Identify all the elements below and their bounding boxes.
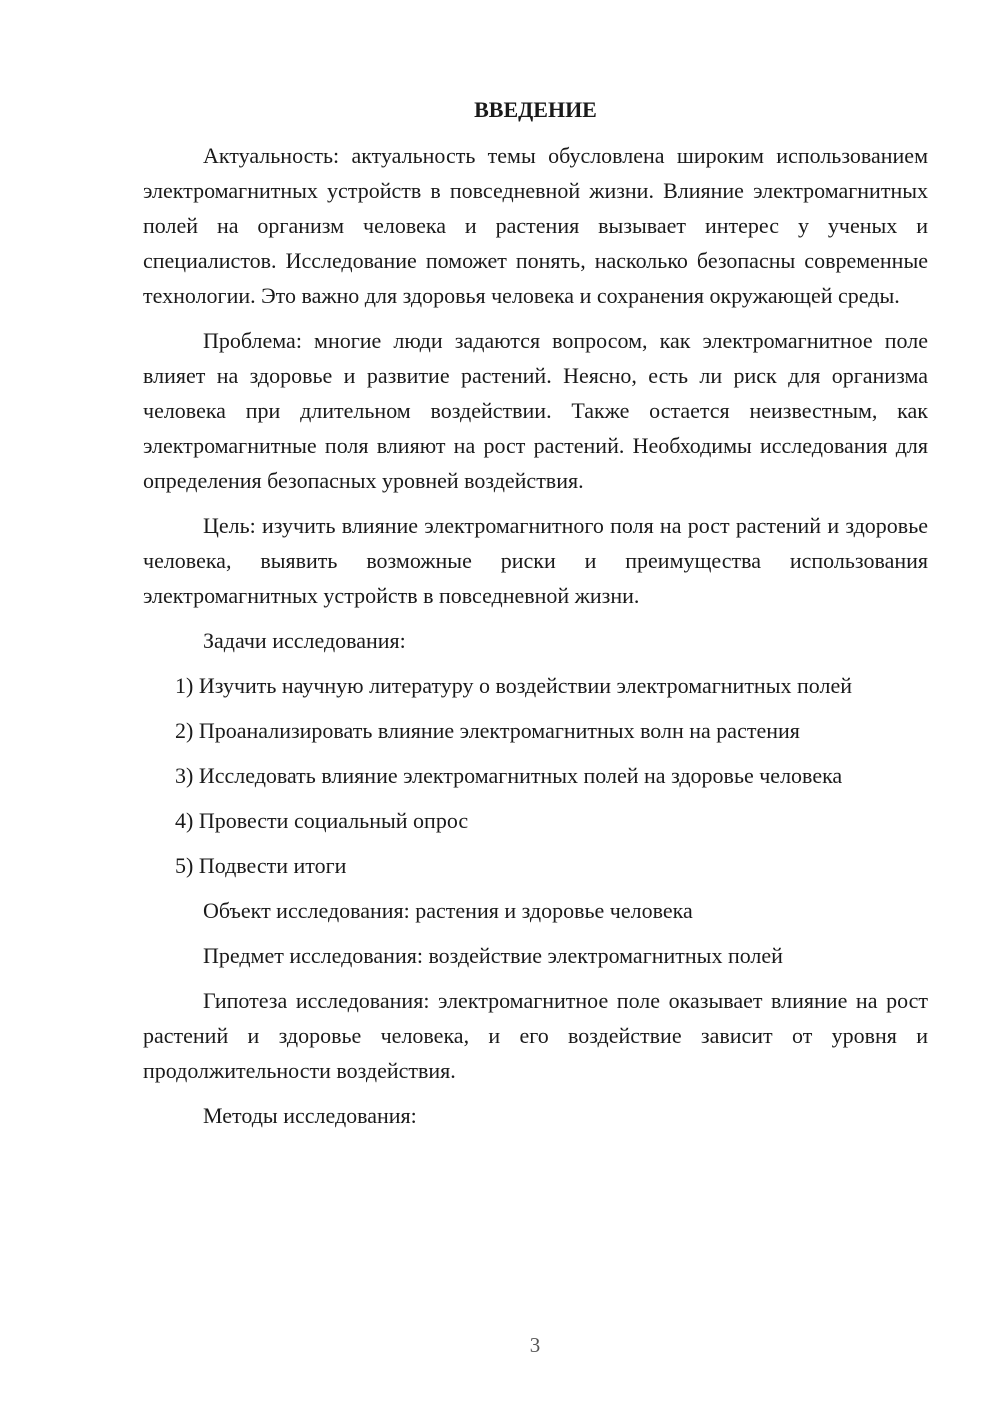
task-item: 2) Проанализировать влияние электромагнитных волн на растения <box>175 718 800 743</box>
paragraph-problem: Проблема: многие люди задаются вопросом, как электромагнитное поле влияет на здоровье и развитие растений. Неясно, есть ли риск для организма человека при длительном воздействии. Также остается неизвестным, как электромагнитные поля влияют на рост растений. Необходимы исследования для определения безопасных уровней воздействия. <box>143 328 928 493</box>
tasks-heading: Задачи исследования: <box>203 628 406 653</box>
page-content <box>143 92 928 1143</box>
task-item: 5) Подвести итоги <box>175 853 347 878</box>
page-number: 3 <box>529 1333 541 1357</box>
task-item: 1) Изучить научную литературу о воздействии электромагнитных полей <box>175 673 852 698</box>
task-item: 4) Провести социальный опрос <box>175 808 469 833</box>
paragraph-relevance: Актуальность: актуальность темы обусловлена широким использованием электромагнитных устройств в повседневной жизни. Влияние электромагнитных полей на организм человека и растения вызывает интерес у ученых и специалистов. Исследование поможет понять, насколько безопасны современные технологии. Это важно для здоровья человека и сохранения окружающей среды. <box>143 143 928 308</box>
research-hypothesis: Гипотеза исследования: электромагнитное поле оказывает влияние на рост растений и здоровье человека, и его воздействие зависит от уровня и продолжительности воздействия. <box>143 988 928 1083</box>
research-object: Объект исследования: растения и здоровье человека <box>203 898 693 923</box>
task-item: 3) Исследовать влияние электромагнитных полей на здоровье человека <box>175 763 843 788</box>
paragraph-goal: Цель: изучить влияние электромагнитного поля на рост растений и здоровье человека, выявить возможные риски и преимущества использования электромагнитных устройств в повседневной жизни. <box>143 513 928 608</box>
methods-heading: Методы исследования: <box>203 1103 417 1128</box>
section-title: ВВЕДЕНИЕ <box>474 97 597 122</box>
research-subject: Предмет исследования: воздействие электромагнитных полей <box>203 943 783 968</box>
